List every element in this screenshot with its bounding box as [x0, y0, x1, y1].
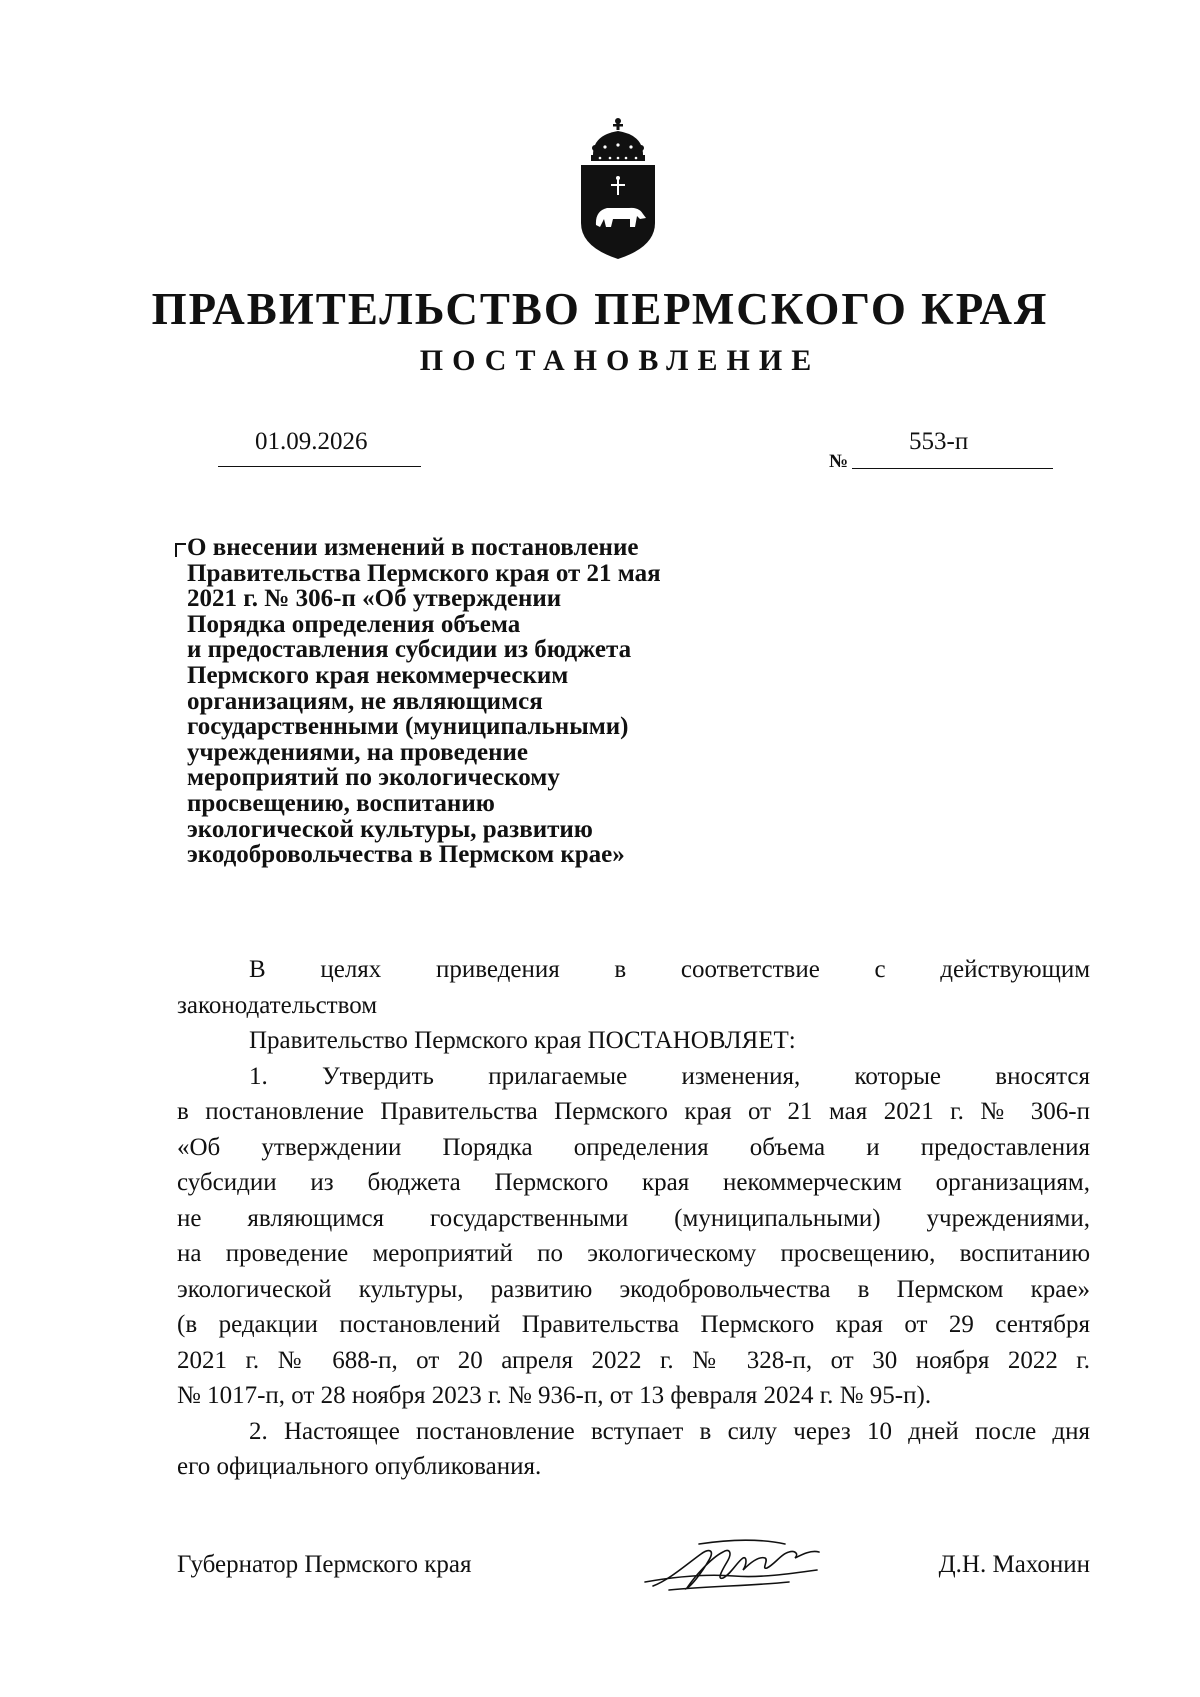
perm-krai-coat-of-arms-icon [573, 115, 663, 265]
decree-body [177, 952, 1090, 1485]
word: вносятся [995, 1062, 1090, 1090]
word: В [249, 956, 266, 983]
subject-line: Порядка определения объема [187, 610, 521, 638]
decree-subject [187, 535, 747, 868]
subject-line: экодобровольчества в Пермском крае» [187, 841, 625, 869]
clause-line: не являющимся государственными (муниципальными) учреждениями, [177, 1204, 1090, 1232]
word: соответствие [680, 956, 820, 983]
government-title: ПРАВИТЕЛЬСТВО ПЕРМСКОГО КРАЯ [151, 284, 1049, 334]
word: приведения [435, 956, 560, 983]
subject-line: и предоставления субсидии из бюджета [187, 636, 632, 664]
subject-corner-mark [175, 543, 186, 557]
date-underline [218, 466, 421, 467]
decree-date: 01.09.2026 [255, 428, 368, 455]
subject-line: 2021 г. № 306-п «Об утверждении [187, 585, 562, 613]
subject-line: Пермского края некоммерческим [187, 661, 569, 689]
word: которые [854, 1062, 942, 1090]
clause-line: в постановление Правительства Пермского края от 21 мая 2021 г. № 306-п [177, 1098, 1090, 1125]
subject-line: учреждениями, на проведение [187, 738, 528, 766]
clause-line: его официального опубликования. [177, 1453, 542, 1480]
word: с [874, 956, 886, 983]
word: изменения, [681, 1062, 801, 1090]
word: целях [320, 956, 382, 983]
number-underline [852, 468, 1053, 469]
clause-line: на проведение мероприятий по экологическому просвещению, воспитанию [177, 1240, 1090, 1267]
signatory-name: Д.Н. Махонин [938, 1551, 1090, 1578]
document-type-heading: ПОСТАНОВЛЕНИЕ [419, 344, 821, 377]
signature-block [177, 1542, 1090, 1602]
decree-number: 553-п [909, 428, 969, 455]
subject-line: государственными (муниципальными) [187, 713, 629, 741]
subject-line: мероприятий по экологическому [187, 764, 560, 792]
signatory-position: Губернатор Пермского края [177, 1551, 472, 1578]
clause-line: субсидии из бюджета Пермского края некоммерческим организациям, [177, 1169, 1090, 1196]
handwritten-signature-icon [639, 1536, 839, 1594]
preamble-line: законодательством [177, 991, 378, 1019]
decree-statement: Правительство Пермского края ПОСТАНОВЛЯЕТ: [249, 1027, 796, 1054]
subject-line: организациям, не являющимся [187, 687, 543, 715]
clause-line: (в редакции постановлений Правительства Пермского края от 29 сентября [177, 1311, 1090, 1338]
word: 1. Утвердить [249, 1062, 434, 1090]
clause-line [177, 1059, 1090, 1095]
number-sign: № [829, 451, 849, 472]
clause-line: экологической культуры, развитию экодобровольчества в Пермском крае» [177, 1275, 1090, 1303]
clause-line: «Об утверждении Порядка определения объема и предоставления [177, 1133, 1090, 1161]
subject-line: просвещению, воспитанию [187, 789, 495, 817]
subject-line: О внесении изменений в постановление [187, 534, 639, 561]
subject-line: экологической культуры, развитию [187, 815, 593, 843]
clause-line: 2021 г. № 688-п, от 20 апреля 2022 г. № 328-п, от 30 ноября 2022 г. [177, 1346, 1090, 1374]
word: действующим [940, 956, 1091, 983]
preamble-line [177, 952, 1090, 988]
subject-line: Правительства Пермского края от 21 мая [187, 559, 661, 587]
word: в [614, 956, 627, 983]
clause-line: № 1017-п, от 28 ноября 2023 г. № 936-п, от 13 февраля 2024 г. № 95-п). [177, 1382, 932, 1409]
word: прилагаемые [488, 1062, 628, 1090]
clause-line: 2. Настоящее постановление вступает в силу через 10 дней после дня [249, 1417, 1090, 1445]
